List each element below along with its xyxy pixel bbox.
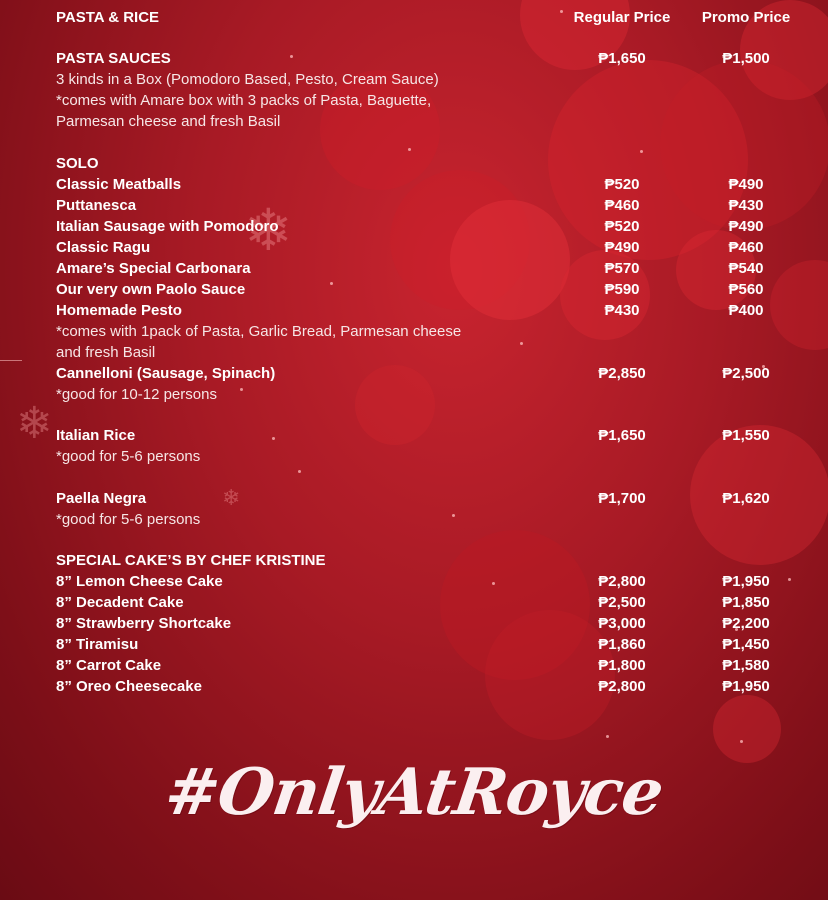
regular-price: ₱570 <box>604 260 640 277</box>
item-name: Classic Ragu <box>56 239 151 256</box>
menu-item <box>56 634 776 655</box>
item-name: *good for 5-6 persons <box>56 511 201 528</box>
sparkle <box>298 470 301 473</box>
snowflake-icon: ❄ <box>222 486 241 511</box>
promo-price: ₱1,950 <box>722 573 770 590</box>
item-name: SPECIAL CAKE’S BY CHEF KRISTINE <box>56 552 326 569</box>
regular-price: ₱2,850 <box>598 365 646 382</box>
menu-item <box>56 592 776 613</box>
promo-price: ₱1,450 <box>722 636 770 653</box>
promo-price: ₱1,850 <box>722 594 770 611</box>
regular-price: ₱3,000 <box>598 615 646 632</box>
item-name: 8” Tiramisu <box>56 636 139 653</box>
menu-item <box>56 279 776 300</box>
menu-item <box>56 216 776 237</box>
item-name: Cannelloni (Sausage, Spinach) <box>56 365 276 382</box>
item-note <box>56 342 776 363</box>
section-heading <box>56 153 776 174</box>
menu-item <box>56 571 776 592</box>
item-name: 8” Oreo Cheesecake <box>56 678 202 695</box>
item-name: Paella Negra <box>56 490 147 507</box>
regular-price: ₱490 <box>604 239 640 256</box>
menu-item <box>56 174 776 195</box>
menu-item <box>56 300 776 321</box>
item-note <box>56 509 776 530</box>
item-name: 8” Lemon Cheese Cake <box>56 573 223 590</box>
divider <box>0 360 22 361</box>
item-name: and fresh Basil <box>56 344 156 361</box>
item-name: 8” Carrot Cake <box>56 657 162 674</box>
sparkle <box>606 735 609 738</box>
promo-price-heading: Promo Price <box>701 9 791 26</box>
item-name: 8” Strawberry Shortcake <box>56 615 232 632</box>
regular-price: ₱430 <box>604 302 640 319</box>
promo-price: ₱2,200 <box>722 615 770 632</box>
item-name: Parmesan cheese and fresh Basil <box>56 113 281 130</box>
menu-item <box>56 195 776 216</box>
item-note <box>56 321 776 342</box>
promo-price: ₱1,620 <box>722 490 770 507</box>
regular-price: ₱1,860 <box>598 636 646 653</box>
regular-price: ₱1,800 <box>598 657 646 674</box>
item-name: *comes with 1pack of Pasta, Garlic Bread, Parmesan cheese <box>56 323 462 340</box>
regular-price: ₱2,800 <box>598 678 646 695</box>
item-note <box>56 384 776 405</box>
promo-price: ₱490 <box>728 176 764 193</box>
item-name: Amare’s Special Carbonara <box>56 260 251 277</box>
item-name: PASTA SAUCES <box>56 50 171 67</box>
menu-header <box>56 7 791 28</box>
regular-price: ₱1,700 <box>598 490 646 507</box>
item-note <box>56 90 776 111</box>
section-heading <box>56 550 776 571</box>
item-name: 8” Decadent Cake <box>56 594 184 611</box>
item-name: Classic Meatballs <box>56 176 182 193</box>
menu-item <box>56 488 776 509</box>
item-note <box>56 446 776 467</box>
promo-price: ₱1,580 <box>722 657 770 674</box>
item-name: Our very own Paolo Sauce <box>56 281 246 298</box>
regular-price: ₱1,650 <box>598 50 646 67</box>
item-name: 3 kinds in a Box (Pomodoro Based, Pesto, Cream Sauce) <box>56 71 439 88</box>
promo-price: ₱490 <box>728 218 764 235</box>
promo-price: ₱560 <box>728 281 764 298</box>
section-title: PASTA & RICE <box>56 9 160 26</box>
promo-price: ₱460 <box>728 239 764 256</box>
item-note <box>56 111 776 132</box>
regular-price: ₱520 <box>604 218 640 235</box>
promo-price: ₱1,950 <box>722 678 770 695</box>
menu-item <box>56 676 776 697</box>
promo-price: ₱540 <box>728 260 764 277</box>
promo-price: ₱2,500 <box>722 365 770 382</box>
regular-price: ₱2,800 <box>598 573 646 590</box>
regular-price: ₱1,650 <box>598 427 646 444</box>
sparkle <box>740 740 743 743</box>
item-name: SOLO <box>56 155 99 172</box>
item-name: Homemade Pesto <box>56 302 182 319</box>
menu-item <box>56 613 776 634</box>
item-note <box>56 69 776 90</box>
menu-item <box>56 363 776 384</box>
item-name: Puttanesca <box>56 197 137 214</box>
snowflake-icon: ❄ <box>16 398 53 449</box>
bokeh-light <box>713 695 781 763</box>
promo-price: ₱400 <box>728 302 764 319</box>
regular-price-heading: Regular Price <box>573 9 671 26</box>
promo-price: ₱430 <box>728 197 764 214</box>
menu-item <box>56 425 776 446</box>
regular-price: ₱590 <box>604 281 640 298</box>
menu-item <box>56 237 776 258</box>
item-name: *good for 10-12 persons <box>56 386 217 403</box>
promo-price: ₱1,550 <box>722 427 770 444</box>
item-name: Italian Sausage with Pomodoro <box>56 218 279 235</box>
item-name: Italian Rice <box>56 427 136 444</box>
sparkle <box>408 148 411 151</box>
menu-item <box>56 48 776 69</box>
hashtag-logo: #OnlyAtRoyce <box>160 755 668 830</box>
menu-item <box>56 258 776 279</box>
regular-price: ₱460 <box>604 197 640 214</box>
regular-price: ₱520 <box>604 176 640 193</box>
regular-price: ₱2,500 <box>598 594 646 611</box>
menu-item <box>56 655 776 676</box>
item-name: *comes with Amare box with 3 packs of Pasta, Baguette, <box>56 92 432 109</box>
item-name: *good for 5-6 persons <box>56 448 201 465</box>
promo-price: ₱1,500 <box>722 50 770 67</box>
snowflake-icon: ❄ <box>244 196 293 264</box>
